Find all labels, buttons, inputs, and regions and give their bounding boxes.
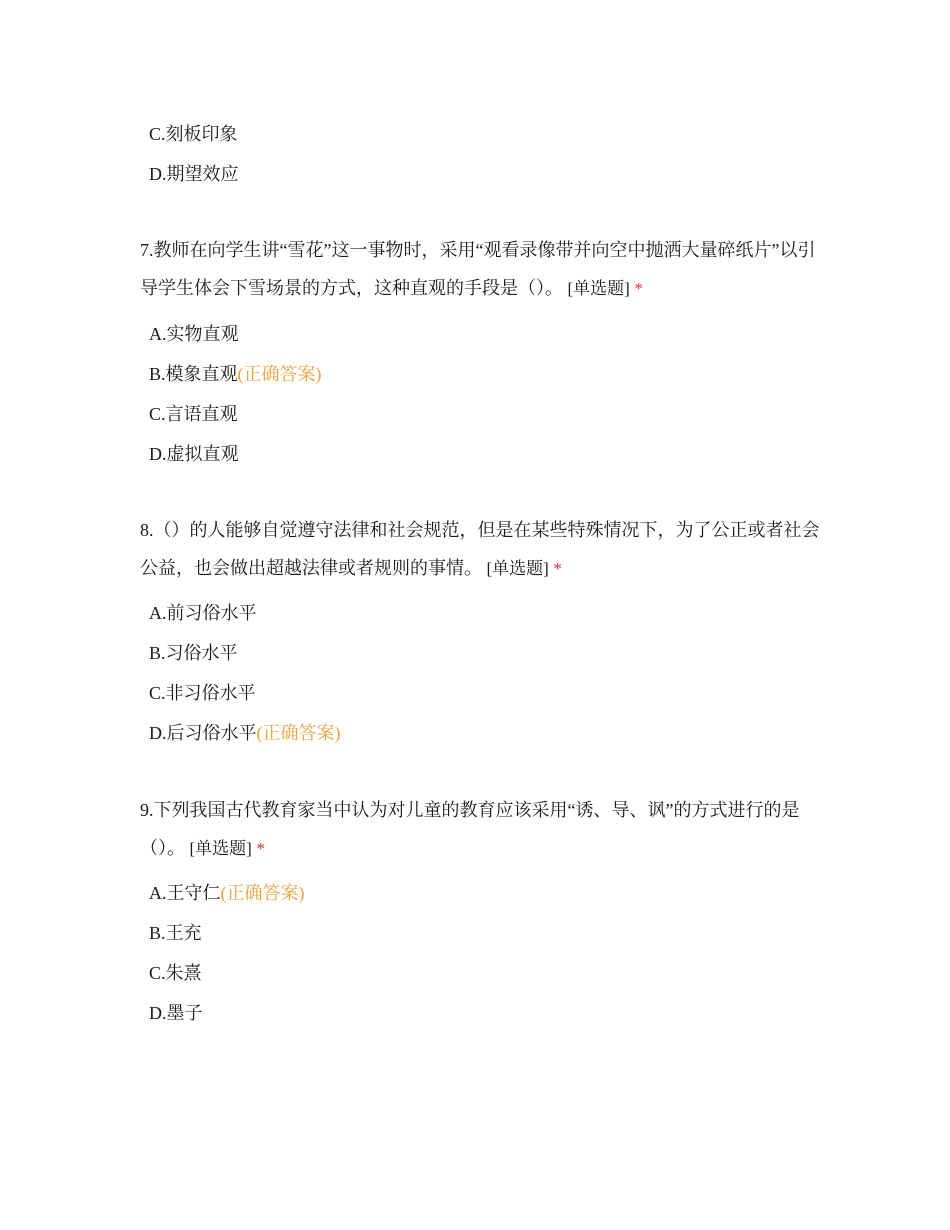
option-q7-a[interactable] (149, 322, 322, 346)
correct-answer-mark: (正确答案) (237, 364, 322, 384)
correct-answer-mark: (正确答案) (256, 723, 341, 743)
required-mark: * (634, 279, 643, 298)
question-stem: 9.下列我国古代教育家当中认为对儿童的教育应该采用“诱、导、讽”的方式进行的是（）。 (140, 800, 800, 858)
option-q9-c[interactable] (149, 961, 305, 985)
options-list-q6 (149, 122, 239, 186)
option-q6-d[interactable] (149, 162, 239, 186)
option-q7-c[interactable] (149, 402, 322, 426)
option-q9-d[interactable] (149, 1001, 305, 1025)
required-mark: * (256, 839, 265, 858)
question-stem: 7.教师在向学生讲“雪花”这一事物时，采用“观看录像带并向空中抛洒大量碎纸片”以引导学生体会下雪场景的方式，这种直观的手段是（）。 (140, 240, 816, 298)
option-q9-b[interactable] (149, 921, 305, 945)
option-q7-d[interactable] (149, 442, 322, 466)
question-7 (140, 231, 820, 308)
option-text: D.墨子 (149, 1003, 203, 1023)
option-q8-a[interactable] (149, 601, 341, 625)
option-text: A.前习俗水平 (149, 603, 257, 623)
option-text: C.言语直观 (149, 404, 238, 424)
question-type-tag: [单选题] (567, 279, 630, 298)
question-type-tag: [单选题] (486, 559, 549, 578)
option-q8-c[interactable] (149, 681, 341, 705)
question-stem: 8.（）的人能够自觉遵守法律和社会规范，但是在某些特殊情况下，为了公正或者社会公益，也会做出超越法律或者规则的事情。 (140, 520, 820, 578)
option-text: D.后习俗水平 (149, 723, 257, 743)
required-mark: * (553, 559, 562, 578)
option-text: B.习俗水平 (149, 643, 238, 663)
option-text: D.期望效应 (149, 164, 239, 184)
option-q6-c[interactable] (149, 122, 239, 146)
option-q8-b[interactable] (149, 641, 341, 665)
option-text: B.王充 (149, 923, 202, 943)
correct-answer-mark: (正确答案) (220, 883, 305, 903)
options-list-q9 (149, 881, 305, 1025)
options-list-q8 (149, 601, 341, 745)
option-q8-d[interactable] (149, 721, 341, 745)
option-text: D.虚拟直观 (149, 444, 239, 464)
option-text: C.非习俗水平 (149, 683, 256, 703)
option-text: A.王守仁 (149, 883, 221, 903)
option-text: A.实物直观 (149, 324, 239, 344)
question-9 (140, 791, 820, 868)
question-type-tag: [单选题] (189, 839, 252, 858)
question-8 (140, 511, 820, 588)
options-list-q7 (149, 322, 322, 466)
option-q9-a[interactable] (149, 881, 305, 905)
option-text: C.刻板印象 (149, 124, 238, 144)
option-q7-b[interactable] (149, 362, 322, 386)
option-text: C.朱熹 (149, 963, 202, 983)
option-text: B.模象直观 (149, 364, 238, 384)
